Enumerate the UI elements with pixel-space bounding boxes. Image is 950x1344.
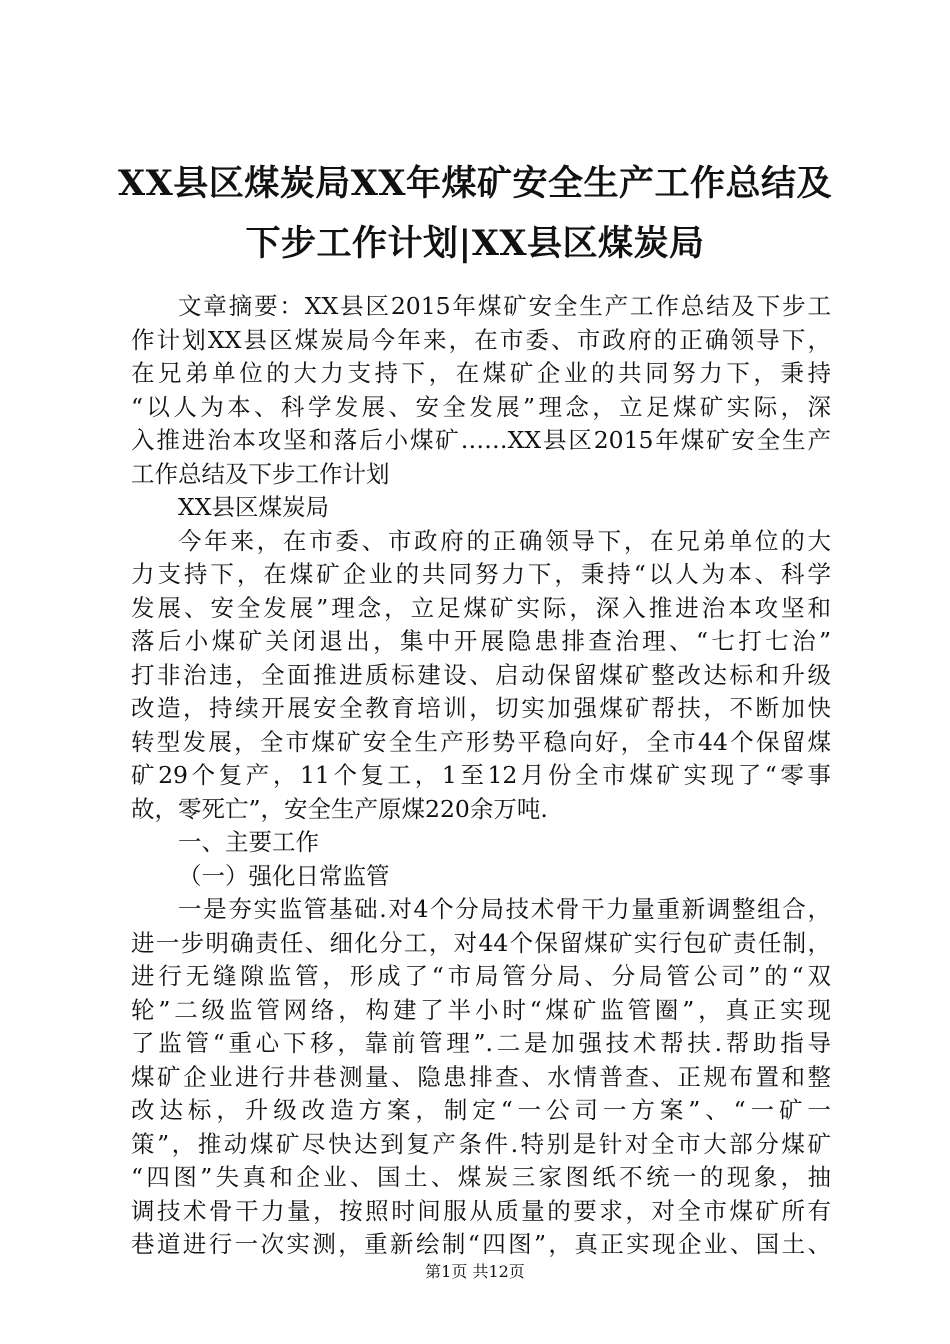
intro-line: 落后小煤矿关闭退出，集中开展隐患排查治理、“七打七治”	[131, 627, 831, 655]
document-title-line-1: XX县区煤炭局XX年煤矿安全生产工作总结及	[117, 163, 833, 204]
intro-line: 今年来，在市委、市政府的正确领导下，在兄弟单位的大	[178, 526, 831, 555]
body-line: “四图”失真和企业、国土、煤炭三家图纸不统一的现象，抽	[131, 1163, 831, 1191]
intro-line: 矿29个复产，11个复工，1至12月份全市煤矿实现了“零事	[131, 761, 831, 789]
intro-line: 故，零死亡”，安全生产原煤220余万吨.	[131, 794, 548, 823]
body-line: 巷道进行一次实测，重新绘制“四图”，真正实现企业、国土、	[131, 1230, 831, 1258]
body-line: 改达标，升级改造方案，制定“一公司一方案”、“一矿一	[131, 1096, 831, 1124]
abstract-line: 作计划XX县区煤炭局今年来，在市委、市政府的正确领导下，	[131, 325, 831, 354]
body-line: 调技术骨干力量，按照时间服从质量的要求，对全市煤矿所有	[131, 1196, 831, 1225]
body-line: 一是夯实监管基础.对4个分局技术骨干力量重新调整组合，	[178, 895, 831, 923]
abstract-line: 入推进治本攻坚和落后小煤矿……XX县区2015年煤矿安全生产	[131, 426, 831, 454]
intro-line: 转型发展，全市煤矿安全生产形势平稳向好，全市44个保留煤	[131, 727, 831, 756]
abstract-line: 文章摘要：XX县区2015年煤矿安全生产工作总结及下步工	[178, 292, 831, 320]
abstract-line: “以人为本、科学发展、安全发展”理念，立足煤矿实际，深	[131, 392, 831, 421]
intro-line: 力支持下，在煤矿企业的共同努力下，秉持“以人为本、科学	[131, 560, 831, 588]
document-body	[131, 290, 831, 1262]
intro-line: 改造，持续开展安全教育培训，切实加强煤矿帮扶，不断加快	[131, 694, 831, 722]
abstract-line: 在兄弟单位的大力支持下，在煤矿企业的共同努力下，秉持	[131, 359, 831, 387]
section-heading: 一、主要工作	[178, 828, 319, 856]
body-line: 轮”二级监管网络，构建了半小时“煤矿监管圈”，真正实现	[131, 995, 831, 1024]
intro-line: 发展、安全发展”理念，立足煤矿实际，深入推进治本攻坚和	[131, 593, 831, 622]
body-line: 了监管“重心下移，靠前管理”.二是加强技术帮扶.帮助指导	[131, 1029, 831, 1057]
subsection-heading: （一）强化日常监管	[178, 861, 390, 890]
body-line: 进行无缝隙监管，形成了“市局管分局、分局管公司”的“双	[131, 962, 831, 990]
body-line: 策”，推动煤矿尽快达到复产条件.特别是针对全市大部分煤矿	[131, 1129, 831, 1158]
bureau-name: XX县区煤炭局	[178, 493, 329, 521]
abstract-line: 工作总结及下步工作计划	[131, 459, 390, 488]
page-number-footer: 第1页 共12页	[425, 1262, 525, 1281]
body-line: 煤矿企业进行井巷测量、隐患排查、水情普查、正规布置和整	[131, 1062, 831, 1091]
intro-line: 打非治违，全面推进质标建设、启动保留煤矿整改达标和升级	[131, 660, 831, 689]
document-title-line-2: 下步工作计划|XX县区煤炭局	[245, 223, 705, 264]
body-line: 进一步明确责任、细化分工，对44个保留煤矿实行包矿责任制，	[131, 928, 831, 957]
